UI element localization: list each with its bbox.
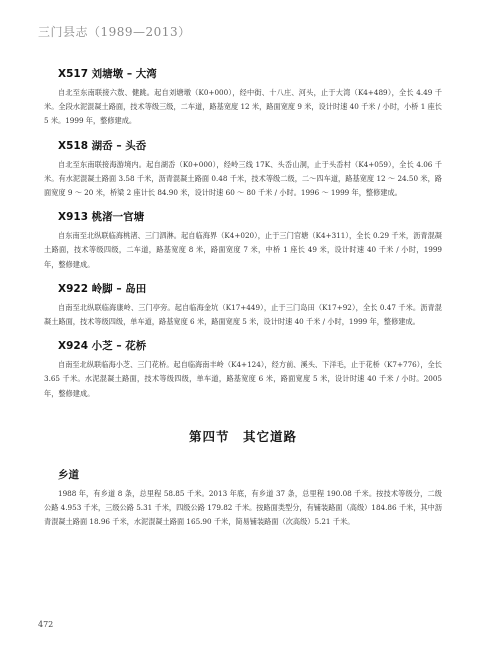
section-paragraph: 自北至东南联接海游境内。起自湖岙（K0+000），经岭三线 17K、头岙山洞，止于头岙村（K4+059），全长 4.06 千米。有水泥混凝土路面 3.58 千米，沥青混凝土路面 0.48 千米，技术等级二级，二～四车道，路基宽度 12 ～ 24.50 米，路面宽度 9 ～ 20 米，桥梁 2 座计长 84.90 米，设计时速 60 ～ 80 千米 / 小时。1996 ～ 1999 年，整修建成。 bbox=[44, 159, 442, 198]
page-number: 472 bbox=[38, 620, 54, 629]
section-paragraph: 自南至北纵联临海康岭、三门亭旁。起自临海金坑（K17+449），止于三门岛田（K17+92），全长 0.47 千米。沥青混凝土路面，技术等级四级，单车道，路基宽度 6 米，路面宽度 5 米，设计时速 40 千米 / 小时，1999 年，整修建成。 bbox=[44, 302, 442, 327]
road-section bbox=[44, 138, 442, 201]
section-paragraph: 自东南至北纵联临海桃渚、三门泗淋。起自临海界（K4+020），止于三门官塘（K4+311），全长 0.29 千米，沥青混凝土路面，技术等级四级，二车道，路基宽度 8 米，路面宽度 7 米，中桥 1 座长 49 米，设计时速 40 千米 / 小时，1999 年，整修建成。 bbox=[44, 231, 442, 269]
section-title: X922 岭脚 – 岛田 bbox=[58, 282, 147, 295]
page-body bbox=[44, 66, 442, 538]
section-title: X913 桃渚一官塘 bbox=[58, 211, 145, 224]
section-title: X924 小芝 – 花桥 bbox=[58, 340, 147, 353]
section-paragraph: 自北至东南联接六敖、健跳。起自刘塘墩（K0+000），经中街、十八庄、河头，止于大湾（K4+489），全长 4.49 千米。全段水泥混凝土路面，技术等级三级，二车道，路基宽度 12 米，路面宽度 9 米，设计时速 40 千米 / 小时，小桥 1 座长 5 米。1999 年，整修建成。 bbox=[44, 88, 442, 126]
road-section bbox=[44, 281, 442, 329]
road-section bbox=[44, 338, 442, 401]
road-section bbox=[44, 66, 442, 129]
township-roads-section bbox=[44, 467, 442, 530]
section-title: X518 湖岙 – 头岙 bbox=[58, 139, 147, 152]
section-paragraph: 1988 年，有乡道 8 条，总里程 58.85 千米。2013 年底，有乡道 37 条，总里程 190.08 千米。按技术等级分，二级公路 4.953 千米，三级公路 5.31 千米，四级公路 179.82 千米。按路面类型分，有铺装路面（高级）184.86 千米，其中沥青混凝土路面 18.96 千米，水泥混凝土路面 165.90 千米，简易铺装路面（次高级）5.21 千米。 bbox=[44, 488, 442, 527]
section-paragraph: 自南至北纵联临海小芝、三门花桥。起自临海南丰岭（K4+124），经方前、溪头、下洋毛，止于花桥（K7+776），全长 3.65 千米。水泥混凝土路面，技术等级四级，单车道，路基宽度 6 米，路面宽度 5 米，设计时速 40 千米 / 小时。2005 年，整修建成。 bbox=[44, 360, 442, 398]
section-title: 乡道 bbox=[58, 468, 79, 481]
running-header: 三门县志（1989—2013） bbox=[38, 25, 191, 39]
chapter-title: 第四节 其它道路 bbox=[188, 428, 297, 444]
section-title: X517 刘塘墩 – 大湾 bbox=[58, 68, 157, 80]
road-section bbox=[44, 209, 442, 272]
